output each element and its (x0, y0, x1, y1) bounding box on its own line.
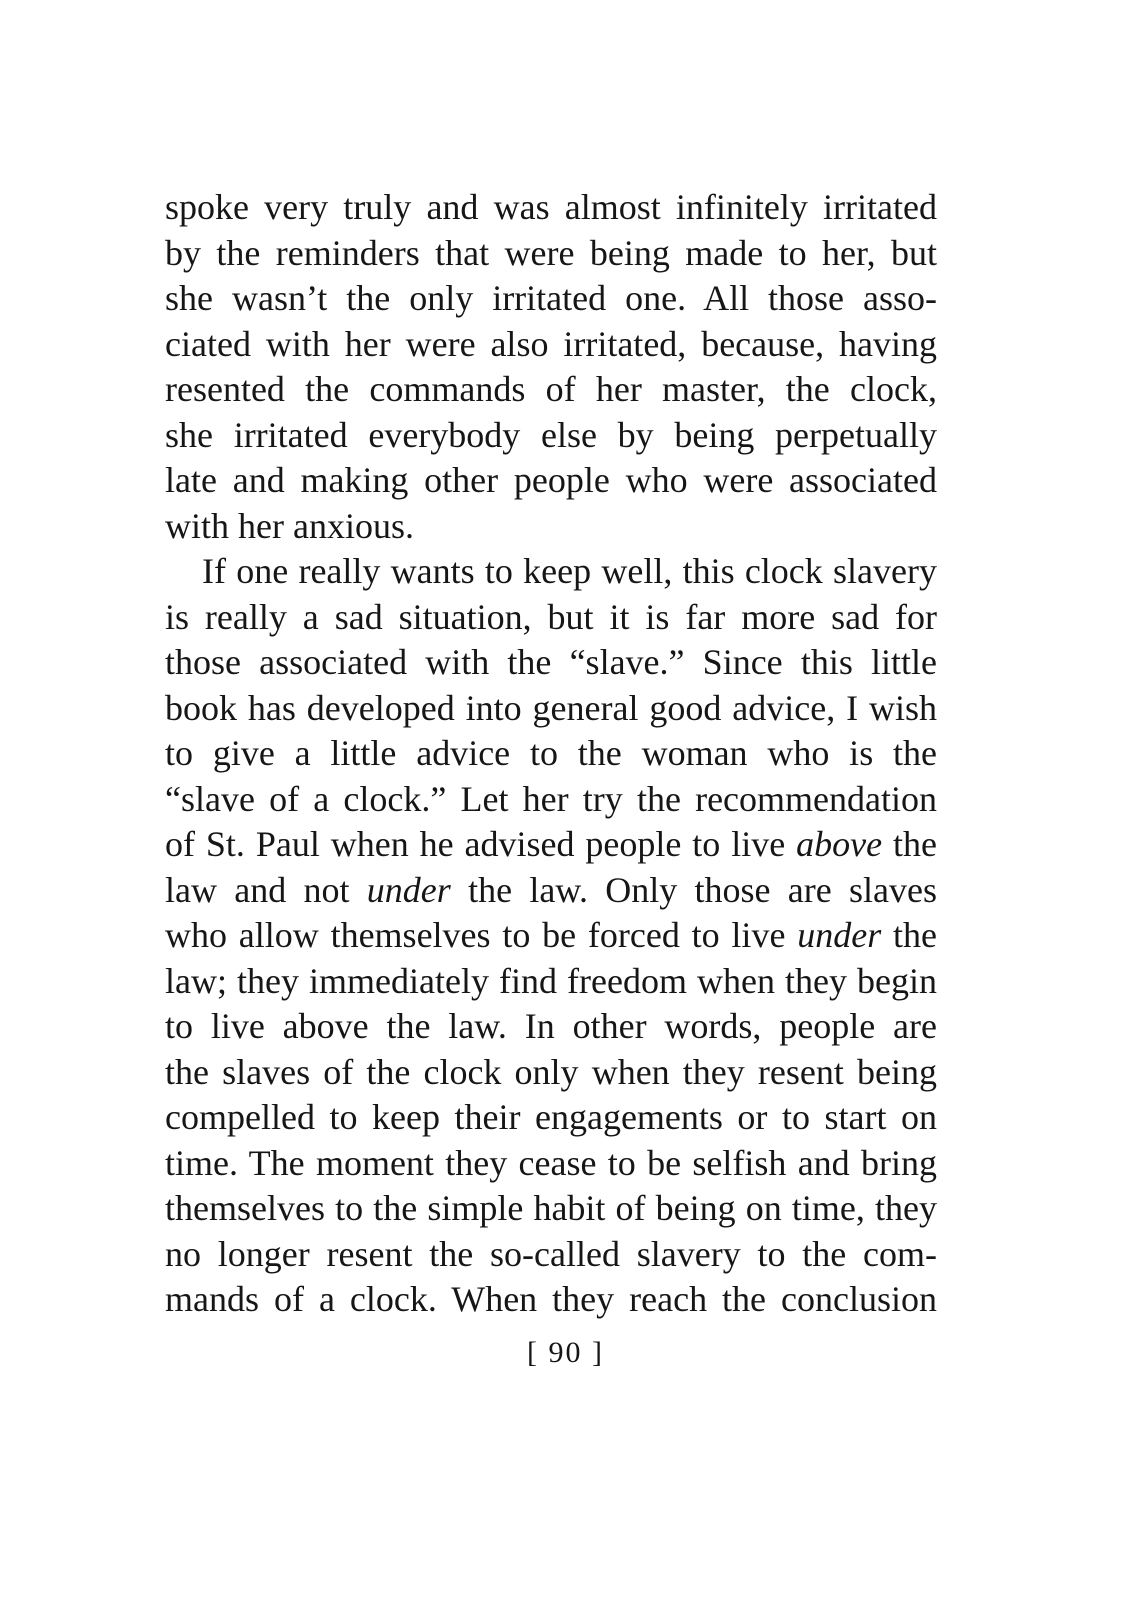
text-line-content: resented the commands of her master, the clock, (165, 369, 937, 409)
text-line (165, 1095, 937, 1141)
text-line (165, 231, 937, 277)
text-line (165, 1004, 937, 1050)
text-line (165, 1277, 937, 1323)
text-line-content: by the reminders that were being made to her, but (165, 232, 937, 273)
text-line (165, 322, 937, 368)
text-line (165, 595, 937, 641)
text-line-content: law and not under the law. Only those are slaves (165, 869, 937, 910)
text-line (165, 276, 937, 322)
text-line-content: no longer resent the so-called slavery to the com- (165, 1233, 937, 1274)
page-number: [ 90 ] (527, 1336, 604, 1369)
text-line-content: “slave of a clock.” Let her try the recommendation (165, 778, 937, 819)
text-line-content: she irritated everybody else by being perpetually (165, 414, 937, 455)
text-line-content: law; they immediately find freedom when they begin (165, 960, 937, 1001)
text-line (165, 777, 937, 823)
text-line (165, 1141, 937, 1187)
text-line-content: spoke very truly and was almost infinitely irritated (165, 187, 937, 227)
text-line-content: mands of a clock. When they reach the conclusion (165, 1279, 937, 1319)
text-line-content: with her anxious. (165, 505, 414, 546)
text-line-content: is really a sad situation, but it is far more sad for (165, 596, 937, 637)
text-line (165, 1050, 937, 1096)
text-line-content: to live above the law. In other words, people are (165, 1006, 937, 1046)
text-line (165, 868, 937, 914)
text-line (165, 413, 937, 459)
text-line-content: book has developed into general good advice, I wish (165, 687, 937, 728)
text-line (165, 367, 937, 413)
text-line-content: those associated with the “slave.” Since this little (165, 642, 937, 682)
text-line-content: compelled to keep their engagements or to start on (165, 1097, 937, 1137)
text-line-content: themselves to the simple habit of being on time, they (165, 1188, 937, 1228)
text-line (165, 822, 937, 868)
text-line-content: of St. Paul when he advised people to live above the (165, 824, 937, 864)
text-line (165, 458, 937, 504)
text-line (165, 686, 937, 732)
text-line-content: the slaves of the clock only when they resent being (165, 1051, 937, 1092)
text-line (165, 549, 937, 595)
text-line-content: If one really wants to keep well, this clock slavery (202, 551, 937, 591)
text-line-content: late and making other people who were associated (165, 460, 937, 500)
text-line (165, 1232, 937, 1278)
text-line-content: time. The moment they cease to be selfish and bring (165, 1142, 937, 1183)
text-line (165, 640, 937, 686)
text-line (165, 1186, 937, 1232)
text-line (165, 731, 937, 777)
text-line (165, 504, 937, 550)
text-line (165, 959, 937, 1005)
body-text (165, 185, 937, 1323)
text-line-content: to give a little advice to the woman who is the (165, 733, 937, 773)
text-line-content: who allow themselves to be forced to live under the (165, 915, 937, 955)
text-line (165, 913, 937, 959)
text-line-content: ciated with her were also irritated, because, having (165, 323, 937, 364)
text-line (165, 185, 937, 231)
text-line-content: she wasn’t the only irritated one. All those asso- (165, 278, 937, 318)
